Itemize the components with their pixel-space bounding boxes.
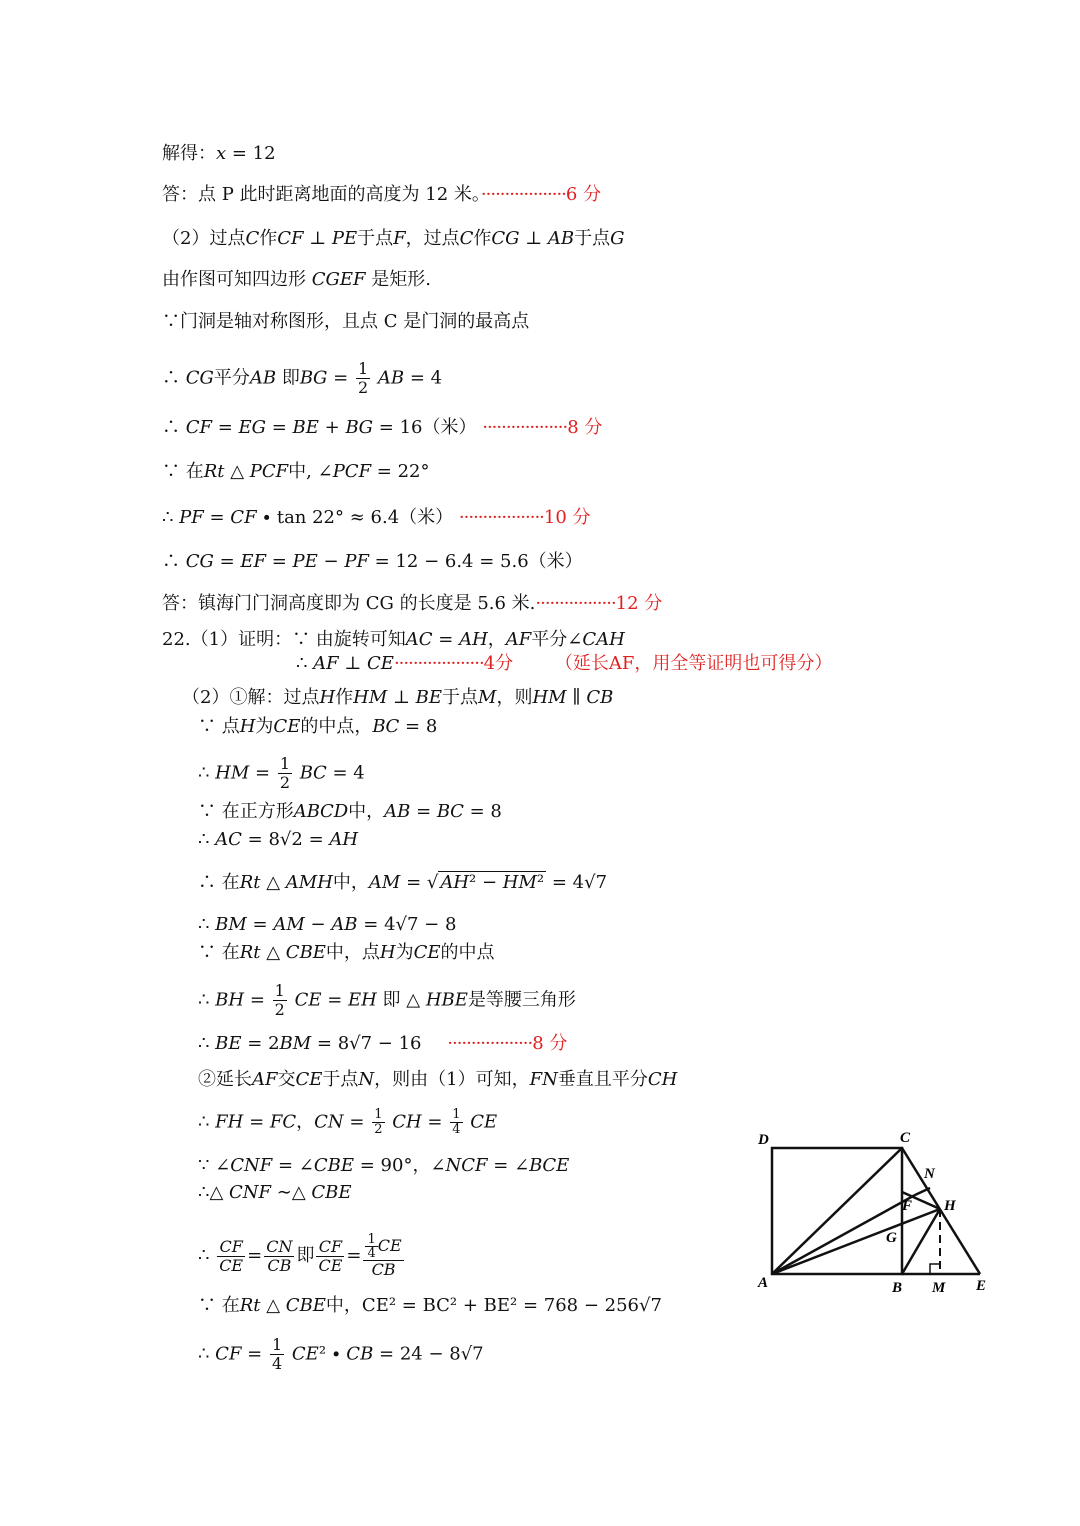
- line-ratio: [198, 1233, 406, 1279]
- fraction-half: $\frac{1}{2}$: [357, 359, 369, 397]
- answer-text: 答：镇海门门洞高度即为 CG 的长度是 5.6 米.: [162, 593, 536, 614]
- score-leader: ··················: [482, 417, 568, 438]
- equation-text: ∴ 𝐵𝐸 = 2𝐵𝑀 = 8√7 − 16: [198, 1033, 422, 1054]
- equation-text: ∴ 𝐴𝐹 ⊥ 𝐶𝐸: [296, 653, 394, 674]
- line-be: [198, 1031, 567, 1057]
- text-post: 𝐶𝐸² ∙ 𝐶𝐵 = 24 − 8√7: [291, 1343, 484, 1365]
- geometry-figure: [740, 1120, 1010, 1305]
- fraction-quarter-ce-cb: $\frac{1}{4}$ 𝐶𝐸 𝐶𝐵: [363, 1233, 403, 1279]
- score-leader: ··················: [447, 1033, 533, 1054]
- text-mid: 𝐶𝐻 =: [392, 1111, 443, 1133]
- line-bh: [198, 982, 576, 1019]
- score-badge: 12 分: [615, 593, 663, 614]
- text-pre: ∴ 𝐹𝐻 = 𝐹𝐶，𝐶𝑁 =: [198, 1111, 365, 1133]
- line-similar: ∴△ 𝐶𝑁𝐹 ∼△ 𝐶𝐵𝐸: [198, 1182, 352, 1203]
- line-angles: ∵ ∠𝐶𝑁𝐹 = ∠𝐶𝐵𝐸 = 90°，∠𝑁𝐶𝐹 = ∠𝐵𝐶𝐸: [198, 1155, 570, 1176]
- line-answer-door: [162, 591, 662, 617]
- line-solution-x: 解得：𝑥 = 12: [162, 143, 276, 164]
- text-ji: 即: [296, 1245, 315, 1266]
- score-badge: 10 分: [543, 507, 591, 528]
- score-leader: ··················: [458, 507, 544, 528]
- equals-sign: =: [247, 1245, 263, 1266]
- line-rectangle: 由作图可知四边形 𝐶𝐺𝐸𝐹 是矩形.: [162, 269, 431, 290]
- equation-text: ∴ 𝑃𝐹 = 𝐶𝐹 ∙ tan 22° ≈ 6.4（米）: [162, 507, 454, 528]
- segment-ac: [772, 1148, 902, 1274]
- fraction-half: $\frac{1}{2}$: [279, 754, 291, 792]
- line-square: ∵ 在正方形𝐴𝐵𝐶𝐷中，𝐴𝐵 = 𝐵𝐶 = 8: [198, 801, 502, 822]
- score-leader: ···················: [393, 653, 484, 674]
- fraction-cn-cb: $\frac{\text{𝐶𝑁}}{\text{𝐶𝐵}}$: [266, 1236, 293, 1275]
- fraction-quarter: $\frac{1}{4}$: [452, 1107, 461, 1137]
- line-bg-half: [162, 360, 442, 397]
- label-d: D: [758, 1132, 769, 1148]
- score-leader: ·················: [535, 593, 616, 614]
- line-fh-cn: [198, 1108, 497, 1137]
- label-b: B: [892, 1280, 903, 1296]
- answer-text: 答：点 P 此时距离地面的高度为 12 米。: [162, 184, 481, 205]
- label-f: F: [902, 1198, 913, 1214]
- score-badge: 8 分: [532, 1033, 568, 1054]
- fraction-cf-ce: $\frac{\text{𝐶𝐹}}{\text{𝐶𝐸}}$: [219, 1236, 244, 1275]
- fraction-half: $\frac{1}{2}$: [274, 981, 285, 1019]
- score-badge: 4分: [483, 653, 514, 674]
- line-cg: ∴ 𝐶𝐺 = 𝐸𝐹 = 𝑃𝐸 − 𝑃𝐹 = 12 − 6.4 = 5.6（米）: [162, 551, 583, 572]
- score-badge: 8 分: [567, 417, 603, 438]
- line-ce-squared: ∵ 在𝑅𝑡 △ 𝐶𝐵𝐸中，CE² = BC² + BE² = 768 − 256√7: [198, 1295, 662, 1316]
- text-pre: ∴ 𝐵𝐻 =: [198, 989, 265, 1011]
- label-e: E: [976, 1278, 987, 1294]
- text-pre: ∴ 𝐶𝐹 =: [198, 1343, 263, 1365]
- fraction-cf-ce: $\frac{\text{𝐶𝐹}}{\text{𝐶𝐸}}$: [318, 1236, 343, 1275]
- label-h: H: [944, 1198, 956, 1214]
- text-pre: ∴: [198, 1245, 210, 1266]
- text-pre: ∴ 在𝑅𝑡 △ 𝐴𝑀𝐻中，𝐴𝑀 = √: [198, 872, 439, 893]
- score-note: （延长AF，用全等证明也可得分）: [554, 653, 833, 674]
- fraction-half: $\frac{1}{2}$: [374, 1107, 383, 1137]
- line-am: [198, 870, 607, 896]
- text-post: = 4√7: [551, 872, 608, 893]
- compound-numerator: $\frac{1}{4}$ 𝐶𝐸: [363, 1233, 403, 1261]
- label-a: A: [758, 1275, 769, 1291]
- equation-text: ∴ 𝐶𝐹 = 𝐸𝐺 = 𝐵𝐸 + 𝐵𝐺 = 16（米）: [162, 417, 477, 438]
- line-h-midpoint: ∵ 点𝐻为𝐶𝐸的中点，𝐵𝐶 = 8: [198, 716, 438, 737]
- line-22-proof: 22.（1）证明：∵ 由旋转可知𝐴𝐶 = 𝐴𝐻，𝐴𝐹平分∠𝐶𝐴𝐻: [162, 629, 625, 650]
- line-pf: [162, 505, 591, 531]
- label-m: M: [932, 1280, 946, 1296]
- score-badge: 6 分: [565, 184, 602, 205]
- line-22-2-construction: （2）①解：过点𝐻作𝐻𝑀 ⊥ 𝐵𝐸于点𝑀，则𝐻𝑀 ∥ 𝐶𝐵: [182, 687, 614, 708]
- radicand: 𝐴𝐻² − 𝐻𝑀²: [440, 872, 545, 893]
- line-answer-height: [162, 182, 601, 208]
- label-g: G: [886, 1230, 897, 1246]
- line-hm: [198, 755, 365, 792]
- label-n: N: [924, 1166, 935, 1182]
- text-post: 𝐶𝐸 = 𝐸𝐻 即 △ 𝐻𝐵𝐸是等腰三角形: [294, 989, 576, 1011]
- line-af-perp-ce: [296, 651, 832, 677]
- line-right-triangle-cbe: ∵ 在𝑅𝑡 △ 𝐶𝐵𝐸中，点𝐻为𝐶𝐸的中点: [198, 942, 495, 963]
- line-cf: [162, 415, 602, 441]
- line-cf-result: [198, 1336, 484, 1373]
- segment-ah: [772, 1209, 940, 1274]
- text-pre: ∴ 𝐶𝐺平分𝐴𝐵 即𝐵𝐺 =: [162, 367, 349, 389]
- score-leader: ··················: [480, 184, 566, 205]
- line-bm: ∴ 𝐵𝑀 = 𝐴𝑀 − 𝐴𝐵 = 4√7 − 8: [198, 914, 457, 935]
- text-post: 𝐵𝐶 = 4: [299, 762, 365, 784]
- line-construction: （2）过点𝐶作𝐶𝐹 ⊥ 𝑃𝐸于点𝐹，过点𝐶作𝐶𝐺 ⊥ 𝐴𝐵于点𝐺: [162, 228, 625, 249]
- text-post: 𝐴𝐵 = 4: [377, 367, 443, 389]
- text-pre: ∴ 𝐻𝑀 =: [198, 762, 271, 784]
- fraction-quarter: $\frac{1}{4}$: [271, 1335, 283, 1373]
- text-post: 𝐶𝐸: [470, 1111, 498, 1133]
- label-c: C: [900, 1130, 911, 1146]
- line-ac: ∴ 𝐴𝐶 = 8√2 = 𝐴𝐻: [198, 829, 359, 850]
- fraction-quarter: $\frac{1}{4}$: [367, 1232, 376, 1261]
- equals-sign: =: [346, 1245, 362, 1266]
- line-right-triangle-pcf: ∵ 在𝑅𝑡 △ 𝑃𝐶𝐹中, ∠𝑃𝐶𝐹 = 22°: [162, 461, 430, 482]
- right-angle-mark: [930, 1264, 940, 1274]
- line-symmetry: ∵门洞是轴对称图形，且点 C 是门洞的最高点: [162, 311, 530, 332]
- line-extend-af: ②延长𝐴𝐹交𝐶𝐸于点𝑁，则由（1）可知，𝐹𝑁垂直且平分𝐶𝐻: [198, 1069, 678, 1090]
